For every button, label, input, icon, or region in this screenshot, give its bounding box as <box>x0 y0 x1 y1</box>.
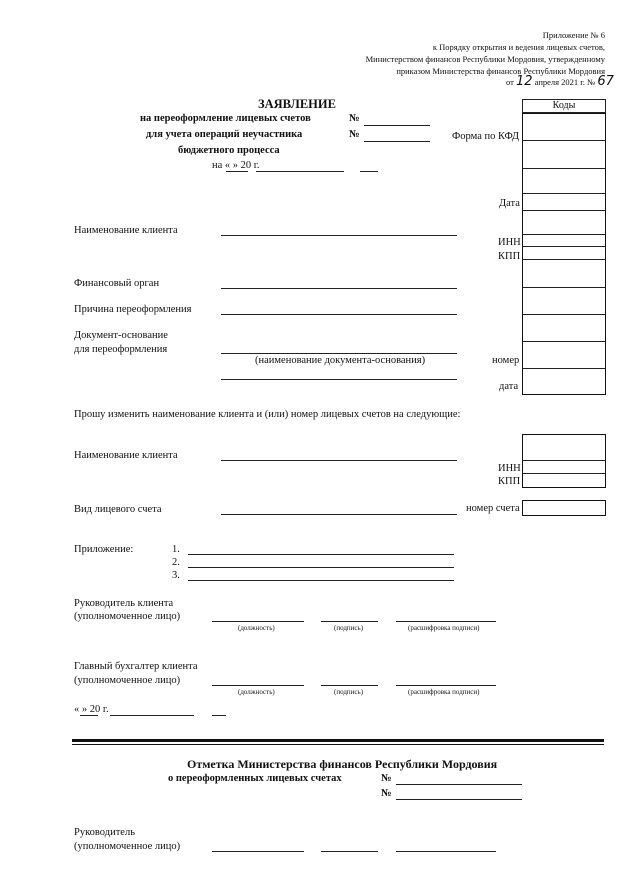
codes-divider <box>523 460 605 461</box>
accountant-signature-line[interactable] <box>321 685 378 686</box>
header-line-1: Приложение № 6 <box>542 30 605 40</box>
fin-organ-label: Финансовый орган <box>74 278 160 289</box>
doc-basis-label-1: Документ-основание <box>74 330 168 341</box>
client-name-line[interactable] <box>221 235 457 236</box>
accountant-position-line[interactable] <box>212 685 304 686</box>
attachment-label: Приложение: <box>74 544 134 555</box>
doc-number-label: номер <box>492 355 520 366</box>
ministry-no-2-line[interactable] <box>396 799 522 800</box>
codes-divider <box>523 246 605 247</box>
header-date <box>506 74 614 89</box>
codes-divider <box>523 193 605 194</box>
date-label: Дата <box>499 198 520 209</box>
doc-basis-caption: (наименование документа-основания) <box>255 355 426 366</box>
account-number-label: номер счета <box>466 503 520 514</box>
client-name-label: Наименование клиента <box>74 225 178 236</box>
title-main: ЗАЯВЛЕНИЕ <box>258 97 336 111</box>
accountant-decoding-caption: (расшифровка подписи) <box>408 688 480 696</box>
reason-label: Причина переоформления <box>74 304 192 315</box>
account-no-2-label: № <box>349 129 360 140</box>
ministry-no-1-label: № <box>381 773 392 784</box>
title-line-3: для учета операций неучастника <box>146 129 303 140</box>
accountant-signature-caption: (подпись) <box>334 688 364 696</box>
account-number-box[interactable] <box>522 500 606 516</box>
doc-basis-line-2[interactable] <box>221 379 457 380</box>
codes-divider <box>523 368 605 369</box>
accountant-decoding-line[interactable] <box>396 685 496 686</box>
title-line-2: на переоформление лицевых счетов <box>140 113 311 124</box>
section-divider-thin <box>72 744 604 745</box>
attachment-1-num: 1. <box>172 544 180 555</box>
head-position-line[interactable] <box>212 621 304 622</box>
ministry-head-label-2: (уполномоченное лицо) <box>74 841 181 852</box>
ministry-title-2: о переоформленных лицевых счетах <box>168 773 342 784</box>
head-position-caption: (должность) <box>238 624 275 632</box>
ministry-no-1-line[interactable] <box>396 784 522 785</box>
title-date-line: на « » 20 г. <box>212 160 260 171</box>
doc-basis-line[interactable] <box>221 353 457 354</box>
attachment-3-line[interactable] <box>188 580 454 581</box>
account-no-1-label: № <box>349 113 360 124</box>
inn-label: ИНН <box>498 237 521 248</box>
attachment-3-num: 3. <box>172 570 180 581</box>
head-signature-caption: (подпись) <box>334 624 364 632</box>
head-label-2: (уполномоченное лицо) <box>74 611 181 622</box>
form-kfd-label: Форма по КФД <box>452 131 520 142</box>
kpp-label: КПП <box>498 251 521 262</box>
header-line-3: Министерством финансов Республики Мордовия, утвержденному <box>365 54 605 64</box>
attachment-1-line[interactable] <box>188 554 454 555</box>
codes-divider <box>523 168 605 169</box>
ministry-position-line[interactable] <box>212 851 304 852</box>
signature-date: « » 20 г. <box>74 704 109 715</box>
accountant-label-2: (уполномоченное лицо) <box>74 675 181 686</box>
title-date-month-line <box>256 171 344 172</box>
account-no-2-line <box>364 141 430 142</box>
codes-divider <box>523 341 605 342</box>
ministry-signature-line[interactable] <box>321 851 378 852</box>
head-decoding-caption: (расшифровка подписи) <box>408 624 480 632</box>
codes-header: Коды <box>522 99 606 113</box>
ministry-no-2-label: № <box>381 788 392 799</box>
title-date-year-line <box>360 171 378 172</box>
codes-divider <box>523 473 605 474</box>
codes-divider <box>523 259 605 260</box>
header-line-2: к Порядку открытия и ведения лицевых счетов, <box>432 42 605 52</box>
client-name-2-line[interactable] <box>221 460 457 461</box>
fin-organ-line[interactable] <box>221 288 457 289</box>
section-divider-thick <box>72 739 604 742</box>
signature-date-year-line <box>212 715 226 716</box>
head-decoding-line[interactable] <box>396 621 496 622</box>
codes-divider <box>523 287 605 288</box>
header-line-4: приказом Министерства финансов Республики Мордовия <box>396 66 605 76</box>
attachment-2-num: 2. <box>172 557 180 568</box>
doc-date-label: дата <box>499 381 519 392</box>
head-signature-line[interactable] <box>321 621 378 622</box>
new-kpp-label: КПП <box>498 476 521 487</box>
header-month-year: апреля 2021 г. № <box>534 77 596 87</box>
doc-basis-label-2: для переоформления <box>74 344 168 355</box>
codes-divider <box>523 234 605 235</box>
codes-divider <box>523 210 605 211</box>
client-name-2-label: Наименование клиента <box>74 450 178 461</box>
header-number: 67 <box>597 74 614 89</box>
signature-date-day-line <box>80 715 98 716</box>
codes-divider <box>523 140 605 141</box>
head-label-1: Руководитель клиента <box>74 598 174 609</box>
reason-line[interactable] <box>221 314 457 315</box>
accountant-label-1: Главный бухгалтер клиента <box>74 661 198 672</box>
header-day: 12 <box>515 74 533 89</box>
ministry-decoding-line[interactable] <box>396 851 496 852</box>
attachment-2-line[interactable] <box>188 567 454 568</box>
codes-column <box>522 113 606 395</box>
codes-divider <box>523 314 605 315</box>
ministry-title-1: Отметка Министерства финансов Республики Мордовия <box>187 757 498 771</box>
new-inn-label: ИНН <box>498 463 521 474</box>
title-line-4: бюджетного процесса <box>178 145 280 156</box>
new-codes-box <box>522 434 606 488</box>
ministry-head-label-1: Руководитель <box>74 827 135 838</box>
signature-date-month-line <box>110 715 194 716</box>
account-type-line[interactable] <box>221 514 457 515</box>
header-date-prefix: от <box>506 77 514 87</box>
account-no-1-line <box>364 125 430 126</box>
account-type-label: Вид лицевого счета <box>74 504 162 515</box>
title-date-day-line <box>226 171 248 172</box>
request-text: Прошу изменить наименование клиента и (или) номер лицевых счетов на следующие: <box>74 409 461 420</box>
accountant-position-caption: (должность) <box>238 688 275 696</box>
